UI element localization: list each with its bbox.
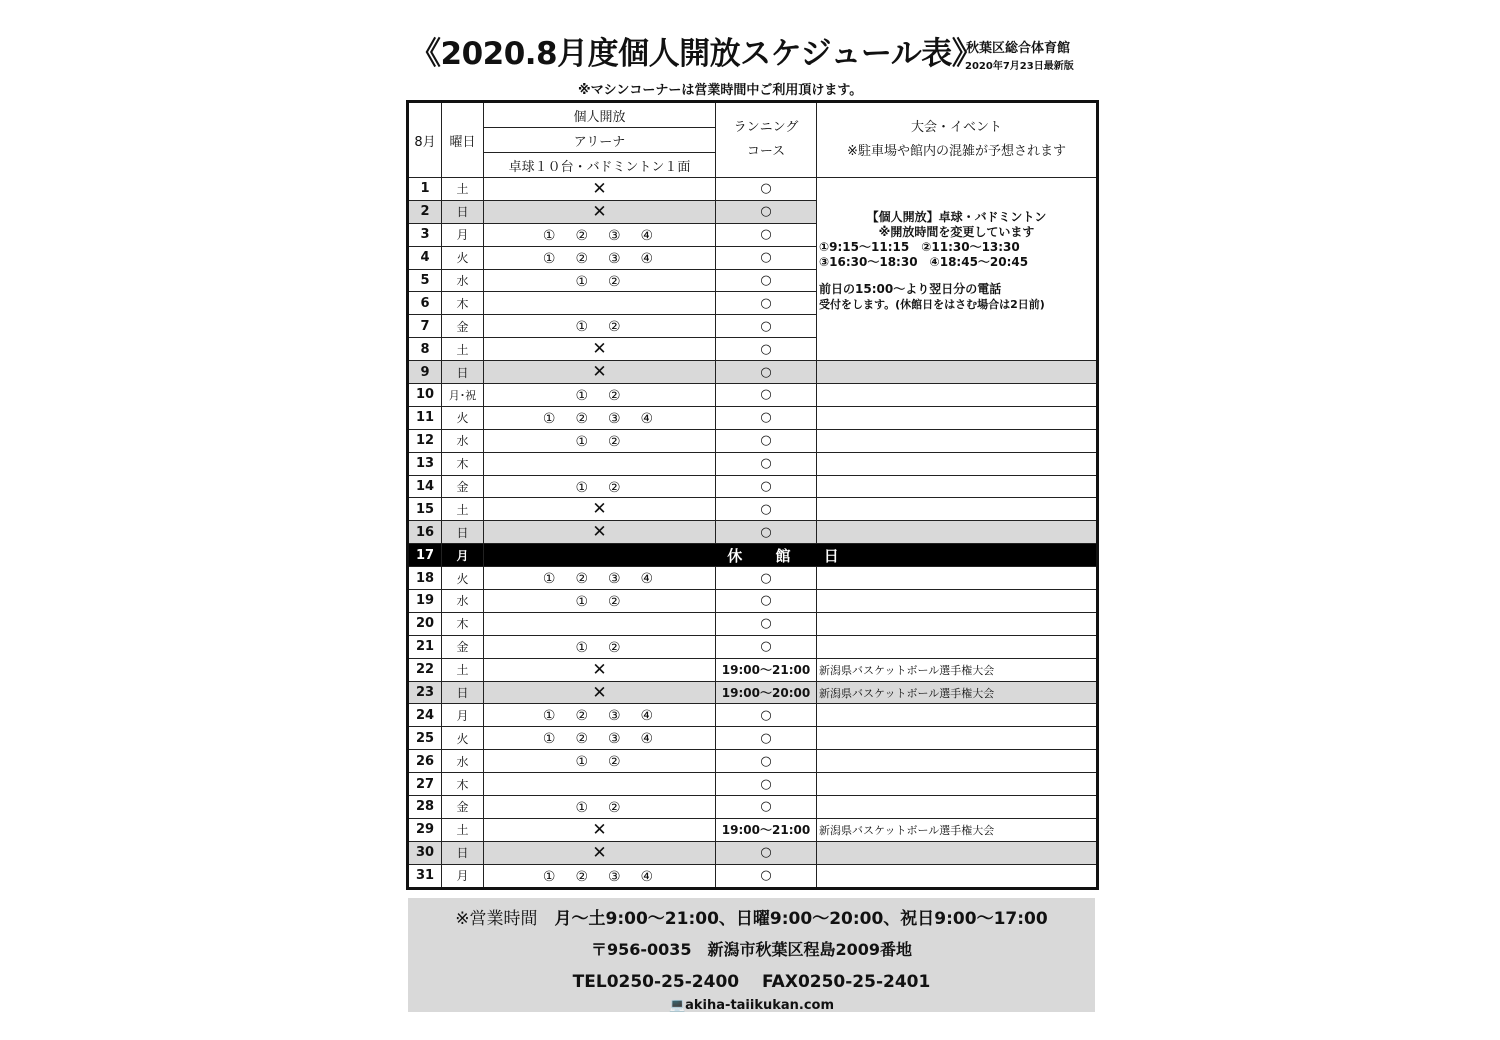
- day-number: 24: [408, 704, 442, 727]
- weekday: 水: [442, 269, 484, 292]
- day-number: 27: [408, 773, 442, 796]
- day-number: 11: [408, 406, 442, 429]
- table-row: [408, 612, 1098, 635]
- running-course: 19:00～21:00: [716, 818, 817, 841]
- day-number: 17: [408, 544, 442, 567]
- schedule-table: [406, 100, 1099, 890]
- table-row: [408, 864, 1098, 888]
- weekday: 日: [442, 521, 484, 544]
- day-number: 13: [408, 452, 442, 475]
- running-course: ○: [716, 750, 817, 773]
- arena-slots: [484, 292, 716, 315]
- table-row: [408, 750, 1098, 773]
- running-course: ○: [716, 475, 817, 498]
- event-cell: 新潟県バスケットボール選手権大会: [817, 818, 1098, 841]
- running-course: ○: [716, 223, 817, 246]
- arena-slots: [484, 773, 716, 796]
- arena-slots: ✕: [484, 178, 716, 201]
- weekday: 土: [442, 498, 484, 521]
- day-number: 25: [408, 727, 442, 750]
- arena-slots: ① ② ③ ④: [484, 246, 716, 269]
- weekday: 金: [442, 315, 484, 338]
- day-number: 12: [408, 429, 442, 452]
- weekday: 木: [442, 292, 484, 315]
- day-number: 23: [408, 681, 442, 704]
- event-cell: [817, 384, 1098, 407]
- event-cell: [817, 727, 1098, 750]
- weekday: 日: [442, 681, 484, 704]
- running-course: ○: [716, 292, 817, 315]
- weekday-header: 曜日: [442, 102, 484, 178]
- table-row: [408, 773, 1098, 796]
- facility-name: 秋葉区総合体育館: [966, 41, 1071, 56]
- weekday: 日: [442, 841, 484, 864]
- day-number: 31: [408, 864, 442, 888]
- day-number: 28: [408, 796, 442, 819]
- weekday: 日: [442, 200, 484, 223]
- table-row: [408, 475, 1098, 498]
- event-cell: [817, 635, 1098, 658]
- arena-slots: ① ②: [484, 590, 716, 613]
- day-number: 19: [408, 590, 442, 613]
- weekday: 金: [442, 796, 484, 819]
- table-row: [408, 704, 1098, 727]
- day-number: 14: [408, 475, 442, 498]
- event-cell: [817, 704, 1098, 727]
- table-row: [408, 429, 1098, 452]
- arena-slots: ✕: [484, 658, 716, 681]
- event-cell: [817, 361, 1098, 384]
- event-cell: [817, 406, 1098, 429]
- machine-corner-notice: ※マシンコーナーは営業時間中ご利用頂けます。: [578, 83, 863, 98]
- weekday: 水: [442, 750, 484, 773]
- running-course: ○: [716, 246, 817, 269]
- address: 〒956-0035 新潟市秋葉区程島2009番地: [590, 940, 913, 959]
- updated-date: 2020年7月23日最新版: [965, 61, 1074, 72]
- running-course: ○: [716, 773, 817, 796]
- table-row: [408, 406, 1098, 429]
- event-cell: [817, 773, 1098, 796]
- running-course: ○: [716, 200, 817, 223]
- arena-slots: ✕: [484, 498, 716, 521]
- table-row: [408, 452, 1098, 475]
- arena-slots: ① ②: [484, 475, 716, 498]
- weekday: 月･祝: [442, 384, 484, 407]
- running-course: ○: [716, 361, 817, 384]
- weekday: 火: [442, 246, 484, 269]
- running-course: ○: [716, 384, 817, 407]
- phone-fax: TEL0250-25-2400 FAX0250-25-2401: [572, 972, 931, 992]
- running-course: ○: [716, 498, 817, 521]
- day-number: 15: [408, 498, 442, 521]
- website-link[interactable]: akiha-taiikukan.com: [685, 998, 835, 1013]
- running-course: ○: [716, 727, 817, 750]
- day-number: 22: [408, 658, 442, 681]
- weekday: 火: [442, 727, 484, 750]
- weekday: 水: [442, 590, 484, 613]
- arena-slots: ① ② ③ ④: [484, 406, 716, 429]
- event-cell: [817, 590, 1098, 613]
- running-course: ○: [716, 338, 817, 361]
- day-number: 10: [408, 384, 442, 407]
- arena-slots: ① ② ③ ④: [484, 864, 716, 888]
- table-row: [408, 727, 1098, 750]
- day-number: 1: [408, 178, 442, 201]
- table-row: [408, 818, 1098, 841]
- running-course: ○: [716, 315, 817, 338]
- running-course: ○: [716, 841, 817, 864]
- day-number: 18: [408, 567, 442, 590]
- arena-slots: ① ②: [484, 429, 716, 452]
- running-header: ランニング コース: [716, 102, 817, 178]
- weekday: 火: [442, 567, 484, 590]
- arena-slots: [484, 612, 716, 635]
- weekday: 木: [442, 773, 484, 796]
- running-course: ○: [716, 704, 817, 727]
- day-number: 6: [408, 292, 442, 315]
- arena-header: アリーナ: [484, 128, 716, 153]
- arena-slots: ① ②: [484, 315, 716, 338]
- page-title: 《2020.8月度個人開放スケジュール表》: [410, 36, 983, 72]
- running-course: ○: [716, 406, 817, 429]
- running-course: ○: [716, 612, 817, 635]
- table-row: [408, 498, 1098, 521]
- table-row: [408, 635, 1098, 658]
- arena-slots: ① ② ③ ④: [484, 704, 716, 727]
- arena-slots: [484, 452, 716, 475]
- day-number: 9: [408, 361, 442, 384]
- arena-slots: ✕: [484, 681, 716, 704]
- table-row: [408, 658, 1098, 681]
- weekday: 月: [442, 544, 484, 567]
- running-course: ○: [716, 178, 817, 201]
- day-number: 16: [408, 521, 442, 544]
- arena-slots: ✕: [484, 521, 716, 544]
- weekday: 金: [442, 475, 484, 498]
- weekday: 土: [442, 658, 484, 681]
- event-cell: [817, 612, 1098, 635]
- running-course: ○: [716, 521, 817, 544]
- event-cell: [817, 475, 1098, 498]
- running-course: ○: [716, 269, 817, 292]
- running-course: ○: [716, 452, 817, 475]
- event-cell: [817, 567, 1098, 590]
- day-number: 8: [408, 338, 442, 361]
- closed-day-label: 休 館 日: [484, 544, 1098, 567]
- footer-info: [408, 898, 1095, 1012]
- table-row: [408, 384, 1098, 407]
- table-row: [408, 841, 1098, 864]
- weekday: 月: [442, 864, 484, 888]
- event-cell: 新潟県バスケットボール選手権大会: [817, 658, 1098, 681]
- weekday: 月: [442, 223, 484, 246]
- event-cell: [817, 452, 1098, 475]
- event-cell: [817, 429, 1098, 452]
- event-cell: [817, 498, 1098, 521]
- running-course: ○: [716, 590, 817, 613]
- arena-detail: 卓球１０台・バドミントン１面: [484, 153, 716, 178]
- running-course: ○: [716, 429, 817, 452]
- day-number: 4: [408, 246, 442, 269]
- day-number: 3: [408, 223, 442, 246]
- event-cell: [817, 521, 1098, 544]
- arena-slots: ① ② ③ ④: [484, 727, 716, 750]
- weekday: 水: [442, 429, 484, 452]
- table-row: [408, 590, 1098, 613]
- table-row: [408, 521, 1098, 544]
- weekday: 木: [442, 452, 484, 475]
- event-cell: [817, 750, 1098, 773]
- running-course: 19:00～21:00: [716, 658, 817, 681]
- event-cell: [817, 864, 1098, 888]
- day-number: 26: [408, 750, 442, 773]
- arena-slots: ① ② ③ ④: [484, 223, 716, 246]
- running-course: ○: [716, 864, 817, 888]
- weekday: 土: [442, 338, 484, 361]
- business-hours: ※営業時間 月～土9:00～21:00、日曜9:00～20:00、祝日9:00～17:00: [455, 909, 1048, 929]
- day-number: 29: [408, 818, 442, 841]
- weekday: 土: [442, 818, 484, 841]
- computer-icon: 💻: [668, 998, 686, 1013]
- day-number: 21: [408, 635, 442, 658]
- arena-slots: ① ② ③ ④: [484, 567, 716, 590]
- day-number: 30: [408, 841, 442, 864]
- weekday: 日: [442, 361, 484, 384]
- month-header: 8月: [408, 102, 442, 178]
- arena-slots: ① ②: [484, 796, 716, 819]
- website-line[interactable]: [408, 998, 1095, 1013]
- day-number: 7: [408, 315, 442, 338]
- arena-slots: ① ②: [484, 635, 716, 658]
- table-row: [408, 361, 1098, 384]
- weekday: 土: [442, 178, 484, 201]
- arena-slots: ✕: [484, 841, 716, 864]
- event-cell: 新潟県バスケットボール選手権大会: [817, 681, 1098, 704]
- weekday: 月: [442, 704, 484, 727]
- table-row: [408, 544, 1098, 567]
- day-number: 5: [408, 269, 442, 292]
- table-row: [408, 567, 1098, 590]
- arena-slots: ✕: [484, 338, 716, 361]
- running-course: ○: [716, 796, 817, 819]
- table-row: [408, 681, 1098, 704]
- running-course: 19:00～20:00: [716, 681, 817, 704]
- arena-slots: ① ②: [484, 384, 716, 407]
- open-play-note: 【個人開放】卓球・バドミントン ※開放時間を変更しています ①9:15～11:15 ②11:30～13:30 ③16:30～18:30 ④18:45～20:45 前日の15:00～より翌日分の電話 受付をします。(休館日をはさむ場合は2日前): [817, 178, 1098, 361]
- event-cell: [817, 796, 1098, 819]
- weekday: 火: [442, 406, 484, 429]
- table-row: [408, 796, 1098, 819]
- arena-slots: ✕: [484, 361, 716, 384]
- arena-slots: ✕: [484, 818, 716, 841]
- weekday: 木: [442, 612, 484, 635]
- open-header: 個人開放: [484, 102, 716, 128]
- day-number: 20: [408, 612, 442, 635]
- arena-slots: ① ②: [484, 269, 716, 292]
- running-course: ○: [716, 635, 817, 658]
- event-cell: [817, 841, 1098, 864]
- day-number: 2: [408, 200, 442, 223]
- event-header: 大会・イベント ※駐車場や館内の混雑が予想されます: [817, 102, 1098, 178]
- arena-slots: ✕: [484, 200, 716, 223]
- arena-slots: ① ②: [484, 750, 716, 773]
- table-row: [408, 178, 1098, 201]
- weekday: 金: [442, 635, 484, 658]
- running-course: ○: [716, 567, 817, 590]
